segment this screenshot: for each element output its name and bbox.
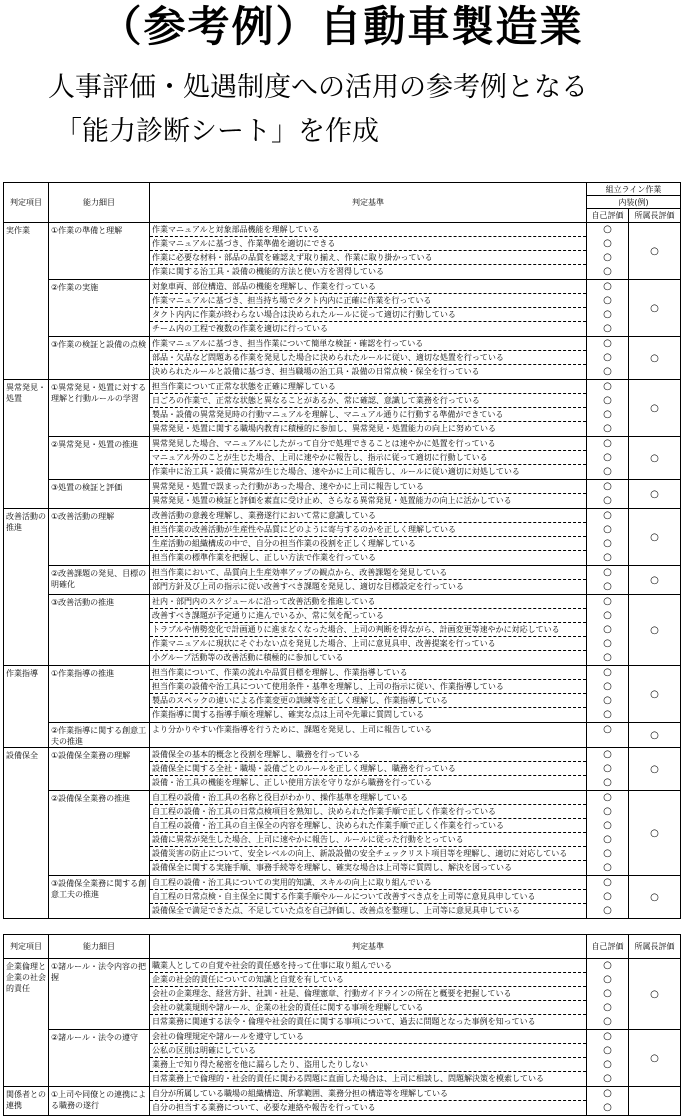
header-boss: 所属長評価: [629, 209, 681, 223]
criteria-line: 作業マニュアルと対象部品機能を理解している: [150, 223, 586, 237]
table-row: [4, 223, 681, 280]
ability-detail: ①異常発見・処置に対する理解と行動ルールの学習: [49, 380, 150, 437]
criteria-line: 自分が所属している職場の組織構造、所掌範囲、業務分担の構造等を理解している: [150, 1087, 586, 1101]
criteria-cell: [150, 1030, 587, 1087]
criteria-line: 改善すべき課題が予定通りに進んでいるか、常に気を配っている: [150, 609, 586, 623]
criteria-cell: [150, 380, 587, 437]
self-eval-mark: ○: [603, 466, 612, 477]
supervisor-eval-mark: ○: [629, 666, 681, 723]
ability-detail: ②改善課題の発見、目標の明確化: [49, 566, 150, 595]
criteria-line: 作業中に治工具・設備に異常が生じた場合、速やかに上司に報告し、ルールに従い適切に対処している: [152, 467, 520, 476]
criteria-line: 担当作業において、品質向上生産効率アップの観点から、改善課題を発見している: [150, 566, 586, 580]
self-eval-cell: [587, 437, 629, 480]
self-eval-cell: [587, 509, 629, 566]
self-eval-mark: ○: [603, 481, 612, 492]
criteria-line: 担当作業について正常な状態を正確に理解している: [150, 380, 586, 394]
self-eval-mark: ○: [603, 438, 612, 449]
criteria-line: 部品・欠品など問題ある作業を発見した場合に決められたルールに従い、適切な処置を行っている: [150, 351, 586, 365]
self-eval-mark: ○: [603, 891, 612, 902]
supervisor-eval-mark: ○: [629, 223, 681, 280]
ability-detail: ③設備保全業務に関する創意工夫の推進: [49, 876, 150, 919]
self-eval-mark: ○: [603, 381, 612, 392]
supervisor-eval-mark: [629, 1087, 681, 1116]
self-eval-mark: ○: [603, 624, 612, 635]
self-eval-mark: ○: [603, 610, 612, 621]
criteria-line: 生産活動の組織構成の中で、自分の担当作業の役割を正しく理解している: [150, 537, 586, 551]
table-row: [4, 666, 681, 723]
page-title: （参考例）自動車製造業: [99, 2, 584, 51]
header-detail: 能力細目: [49, 183, 150, 223]
header-self: 自己評価: [587, 935, 629, 959]
self-eval-mark: ○: [603, 724, 612, 735]
self-eval-mark: ○: [603, 281, 612, 292]
criteria-cell: [150, 791, 587, 876]
ability-detail: ②諸ルール・法令の遵守: [49, 1030, 150, 1087]
self-eval-mark: ○: [603, 1002, 612, 1013]
self-eval-mark: ○: [603, 1073, 612, 1084]
judging-item: 関係者との連携: [4, 1087, 49, 1116]
table-row: [4, 509, 681, 566]
self-eval-cell: [587, 748, 629, 791]
supervisor-eval-mark: ○: [629, 959, 681, 1030]
self-eval-mark: ○: [603, 538, 612, 549]
judging-item: 実作業: [4, 223, 49, 380]
self-eval-mark: ○: [603, 988, 612, 999]
criteria-line: 作業マニュアルに現状にそぐわない点を発見した場合、上司に意見具申、改善提案を行っている: [150, 637, 586, 651]
self-eval-cell: [587, 480, 629, 509]
criteria-line: 担当作業について、作業の流れや品質目標を理解し、作業指導している: [150, 666, 586, 680]
supervisor-eval-mark: ○: [629, 280, 681, 337]
self-eval-mark: ○: [603, 638, 612, 649]
evaluation-table-1: [3, 182, 681, 919]
header-boss: 所属長評価: [629, 935, 681, 959]
supervisor-eval-mark: ○: [629, 791, 681, 876]
self-eval-mark: ○: [603, 1016, 612, 1027]
self-eval-mark: ○: [603, 238, 612, 249]
criteria-line: 会社の就業規則や諸ルール、企業の社会的責任に関する事項を理解している: [150, 1001, 586, 1015]
table-row: [4, 748, 681, 791]
self-eval-cell: [587, 566, 629, 595]
self-eval-cell: [587, 1030, 629, 1087]
self-eval-mark: ○: [603, 1102, 612, 1113]
criteria-line: 自工程の設備・治工具についての実用的知識、スキルの向上に取り組んでいる: [150, 876, 586, 890]
self-eval-mark: ○: [603, 709, 612, 720]
criteria-cell: [150, 959, 587, 1030]
table-row: [4, 1087, 681, 1116]
criteria-line: 業務上で知り得た秘密を他に漏らしたり、盗用したりしない: [150, 1058, 586, 1072]
supervisor-eval-mark: ○: [629, 876, 681, 919]
criteria-cell: [150, 1087, 587, 1116]
criteria-line: 設備保全で満足できた点、不足していた点を自己評価し、改善点を整理し、上司等に意見具申している: [152, 906, 520, 915]
supervisor-eval-mark: ○: [629, 480, 681, 509]
criteria-cell: [150, 437, 587, 480]
supervisor-eval-mark: ○: [629, 1030, 681, 1087]
self-eval-mark: ○: [603, 581, 612, 592]
self-eval-mark: ○: [603, 763, 612, 774]
self-eval-mark: ○: [603, 524, 612, 535]
criteria-line: 設備保全の基本的概念と役割を理解し、職務を行っている: [150, 748, 586, 762]
supervisor-eval-mark: ○: [629, 723, 681, 748]
table-row: [4, 1030, 681, 1087]
criteria-cell: [150, 723, 587, 748]
self-eval-mark: ○: [603, 395, 612, 406]
self-eval-mark: ○: [603, 792, 612, 803]
evaluation-table-2: [3, 934, 681, 1116]
self-eval-cell: [587, 876, 629, 919]
criteria-line: 異常発見・処置に関する職場内教育に積極的に参加し、異常発見・処置能力の向上に努めている: [152, 424, 496, 433]
criteria-line: 作業マニュアルに基づき、作業準備を適切にできる: [150, 237, 586, 251]
self-eval-mark: ○: [603, 848, 612, 859]
criteria-cell: [150, 280, 587, 337]
criteria-line: 日常業務上で倫理的・社会的責任に関わる問題に直面した場合は、上司に相談し、問題解決策を模索している: [152, 1074, 544, 1083]
self-eval-mark: ○: [603, 224, 612, 235]
table-row: [4, 480, 681, 509]
criteria-line: 作業マニュアルに基づき、担当作業について簡単な検証・確認を行っている: [150, 337, 586, 351]
criteria-cell: [150, 876, 587, 919]
criteria-line: マニュアル外のことが生じた場合、上司に速やかに報告し、指示に従って適切に行動している: [150, 451, 586, 465]
self-eval-mark: ○: [603, 820, 612, 831]
criteria-line: 作業マニュアルに基づき、担当持ち場でタクト内内に正確に作業を行っている: [150, 294, 586, 308]
criteria-line: 社内・部門内のスケジュールに沿って改善活動を推進している: [150, 595, 586, 609]
header-criteria: 判定基準: [150, 183, 587, 223]
criteria-line: 自分の担当する業務について、必要な連絡や報告を行っている: [152, 1103, 376, 1112]
judging-item: 企業倫理と企業の社会的責任: [4, 959, 49, 1087]
ability-detail: ①上司や同僚との連携による職務の遂行: [49, 1087, 150, 1116]
self-eval-cell: [587, 959, 629, 1030]
criteria-line: 決められたルールと設備に基づき、担当職場の治工具・設備の日常点検・保全を行っている: [152, 367, 480, 376]
judging-item: 改善活動の推進: [4, 509, 49, 666]
judging-item: 設備保全: [4, 748, 49, 919]
criteria-line: タクト内内に作業が終わらない場合は決められたルールに従って適切に行動している: [150, 308, 586, 322]
self-eval-mark: ○: [603, 567, 612, 578]
criteria-cell: [150, 666, 587, 723]
criteria-line: より分かりやすい作業指導を行うために、課題を発見し、上司に報告している: [152, 725, 432, 734]
criteria-line: 部門方針及び上司の指示に従い改善すべき課題を発見し、適切な目標設定を行っている: [152, 582, 464, 591]
criteria-cell: [150, 509, 587, 566]
self-eval-mark: ○: [603, 552, 612, 563]
criteria-cell: [150, 748, 587, 791]
self-eval-mark: ○: [603, 295, 612, 306]
criteria-line: 異常発見した場合、マニュアルにしたがって自分で処理できることは速やかに処置を行っている: [150, 437, 586, 451]
ability-detail: ③作業の検証と設備の点検: [49, 337, 150, 380]
header-item: 判定項目: [4, 935, 49, 959]
criteria-line: 自工程の設備・治工具の自主保全の内容を理解し、決められた作業手順で正しく作業を行っている: [150, 819, 586, 833]
table-row: [4, 337, 681, 380]
criteria-cell: [150, 223, 587, 280]
supervisor-eval-mark: ○: [629, 337, 681, 380]
criteria-cell: [150, 595, 587, 666]
criteria-cell: [150, 480, 587, 509]
supervisor-eval-mark: ○: [629, 566, 681, 595]
criteria-line: 自工程の日常点検・自主保全に関する作業手順やルールについて改善すべき点を上司等に意見具申している: [150, 890, 586, 904]
table-row: [4, 280, 681, 337]
table-row: [4, 380, 681, 437]
criteria-line: 自工程の設備・治工具の名称と役目がわかり、操作基準を理解している: [150, 791, 586, 805]
criteria-line: 公私の区別は明確にしている: [150, 1044, 586, 1058]
criteria-line: 担当作業の標準作業を把握し、正しい方法で作業を行っている: [152, 553, 376, 562]
table-row: [4, 437, 681, 480]
criteria-line: 作業に関する治工具・設備の機能的方法と使い方を習得している: [152, 267, 384, 276]
criteria-line: 担当作業の設備や治工具について使用条件・基準を理解し、上司の指示に従い、作業指導している: [150, 680, 586, 694]
self-eval-mark: ○: [603, 862, 612, 873]
self-eval-mark: ○: [603, 806, 612, 817]
self-eval-mark: ○: [603, 409, 612, 420]
criteria-line: チーム内の工程で複数の作業を適切に行っている: [152, 324, 328, 333]
self-eval-mark: ○: [603, 452, 612, 463]
criteria-line: 職業人としての自覚や社会的責任感を持って仕事に取り組んでいる: [150, 959, 586, 973]
criteria-line: 異常発見・処置の検証と評価を素直に受け止め、さらなる異常発見・処置能力の向上に活かしている: [152, 496, 512, 505]
criteria-line: 設備に異常が発生した場合、上司に速やかに報告し、ルールに従った行動をとっている: [150, 833, 586, 847]
self-eval-mark: ○: [603, 323, 612, 334]
self-eval-cell: [587, 280, 629, 337]
subtitle-line-1: 人事評価・処遇制度への活用の参考例となる: [48, 72, 588, 103]
supervisor-eval-mark: ○: [629, 595, 681, 666]
self-eval-mark: ○: [603, 352, 612, 363]
criteria-line: 日ごろの作業で、正常な状態と異なることがあるか、常に確認、意識して業務を行っている: [150, 394, 586, 408]
table-row: [4, 723, 681, 748]
criteria-line: 改善活動の意義を理解し、業務遂行において常に意識している: [150, 509, 586, 523]
self-eval-mark: ○: [603, 960, 612, 971]
judging-item: 異常発見・処置: [4, 380, 49, 509]
criteria-line: 設備保全に関する実施手順、事務手続等を理解し、確実な場合は上司等に質問し、解決を図っている: [152, 863, 512, 872]
criteria-line: 設備災害の防止について、安全レベルの向上、新設設備の安全チェックリスト項目等を理解し、適切に対応している: [150, 847, 586, 861]
self-eval-mark: ○: [603, 905, 612, 916]
criteria-line: 作業指導に関する指導手順を理解し、確実な点は上司や先輩に質問している: [152, 710, 424, 719]
criteria-line: 製品のスペックの違いによる作業変更の訓練等を正しく理解し、作業指導している: [150, 694, 586, 708]
self-eval-mark: ○: [603, 1059, 612, 1070]
self-eval-mark: ○: [603, 338, 612, 349]
self-eval-cell: [587, 1087, 629, 1116]
judging-item: 作業指導: [4, 666, 49, 748]
criteria-cell: [150, 337, 587, 380]
self-eval-mark: ○: [603, 252, 612, 263]
criteria-line: 企業の社会的責任についての知識と自覚を有している: [150, 973, 586, 987]
subtitle-line-2: 「能力診断シート」を作成: [55, 116, 379, 147]
self-eval-mark: ○: [603, 877, 612, 888]
table-row: [4, 876, 681, 919]
ability-detail: ③改善活動の推進: [49, 595, 150, 666]
supervisor-eval-mark: ○: [629, 509, 681, 566]
header-level: 内装(例): [587, 196, 681, 209]
self-eval-mark: ○: [603, 1088, 612, 1099]
criteria-cell: [150, 566, 587, 595]
self-eval-mark: ○: [603, 749, 612, 760]
self-eval-mark: ○: [603, 423, 612, 434]
self-eval-mark: ○: [603, 834, 612, 845]
self-eval-mark: ○: [603, 777, 612, 788]
header-detail: 能力細目: [49, 935, 150, 959]
self-eval-cell: [587, 337, 629, 380]
criteria-line: 製品・設備の異常発見時の行動マニュアルを理解し、マニュアル通りに行動する準備ができている: [150, 408, 586, 422]
header-job: 組立ライン作業: [587, 183, 681, 196]
header-self: 自己評価: [587, 209, 629, 223]
criteria-line: 小グループ活動等の改善活動に積極的に参加している: [152, 653, 344, 662]
supervisor-eval-mark: ○: [629, 748, 681, 791]
self-eval-mark: ○: [603, 366, 612, 377]
ability-detail: ①改善活動の理解: [49, 509, 150, 566]
self-eval-mark: ○: [603, 495, 612, 506]
criteria-line: 設備保全に関する全社・職場・設備ごとのルールを正しく理解し、職務を行っている: [150, 762, 586, 776]
self-eval-cell: [587, 223, 629, 280]
self-eval-mark: ○: [603, 667, 612, 678]
self-eval-cell: [587, 595, 629, 666]
self-eval-mark: ○: [603, 266, 612, 277]
self-eval-cell: [587, 723, 629, 748]
ability-detail: ②異常発見・処置の推進: [49, 437, 150, 480]
header-item: 判定項目: [4, 183, 49, 223]
ability-detail: ①設備保全業務の理解: [49, 748, 150, 791]
self-eval-mark: ○: [603, 1045, 612, 1056]
ability-detail: ①作業指導の推進: [49, 666, 150, 723]
ability-detail: ①諸ルール・法令内容の把握: [49, 959, 150, 1030]
criteria-line: 対象車両、部位構造、部品の機能を理解し、作業を行っている: [150, 280, 586, 294]
ability-detail: ②作業指導に関する創意工夫の推進: [49, 723, 150, 748]
criteria-line: 会社の倫理規定や諸ルールを遵守している: [150, 1030, 586, 1044]
self-eval-mark: ○: [603, 695, 612, 706]
self-eval-cell: [587, 380, 629, 437]
table-row: [4, 595, 681, 666]
table-row: [4, 791, 681, 876]
self-eval-mark: ○: [603, 974, 612, 985]
criteria-line: 作業に必要な材料・部品の品質を確認えず取り揃え、作業に取り掛かっている: [150, 251, 586, 265]
criteria-line: 異常発見・処置で誤まった行動があった場合、速やかに上司に報告している: [150, 480, 586, 494]
criteria-line: トラブルや情勢変化で計画通りに進まなくなった場合、上司の判断を得ながら、計画変更等速やかに対応している: [150, 623, 586, 637]
ability-detail: ③処置の検証と評価: [49, 480, 150, 509]
self-eval-mark: ○: [603, 596, 612, 607]
self-eval-mark: ○: [603, 510, 612, 521]
ability-detail: ②設備保全業務の推進: [49, 791, 150, 876]
criteria-line: 日常業務に関連する法令・倫理や社会的責任に関する事項について、過去に問題となった事例を知っている: [152, 1017, 536, 1026]
supervisor-eval-mark: ○: [629, 380, 681, 437]
self-eval-cell: [587, 791, 629, 876]
table-row: [4, 566, 681, 595]
self-eval-mark: ○: [603, 1031, 612, 1042]
supervisor-eval-mark: ○: [629, 437, 681, 480]
self-eval-mark: ○: [603, 652, 612, 663]
header-criteria: 判定基準: [150, 935, 587, 959]
self-eval-mark: ○: [603, 309, 612, 320]
criteria-line: 担当作業の改善活動が生産性や品質にどのように寄与するのかを正しく理解している: [150, 523, 586, 537]
self-eval-cell: [587, 666, 629, 723]
criteria-line: 自工程の設備・治工具の日常点検項目を熟知し、決められた作業手順で正しく作業を行っている: [150, 805, 586, 819]
criteria-line: 設備・治工具の機能を理解し、正しい使用方法を守りながら職務を行っている: [152, 778, 432, 787]
self-eval-mark: ○: [603, 681, 612, 692]
table-row: [4, 959, 681, 1030]
ability-detail: ②作業の実施: [49, 280, 150, 337]
ability-detail: ①作業の準備と理解: [49, 223, 150, 280]
criteria-line: 会社の企業理念、経営方針、社訓・社是、倫理憲章、行動ガイドラインの所在と概要を把握している: [150, 987, 586, 1001]
